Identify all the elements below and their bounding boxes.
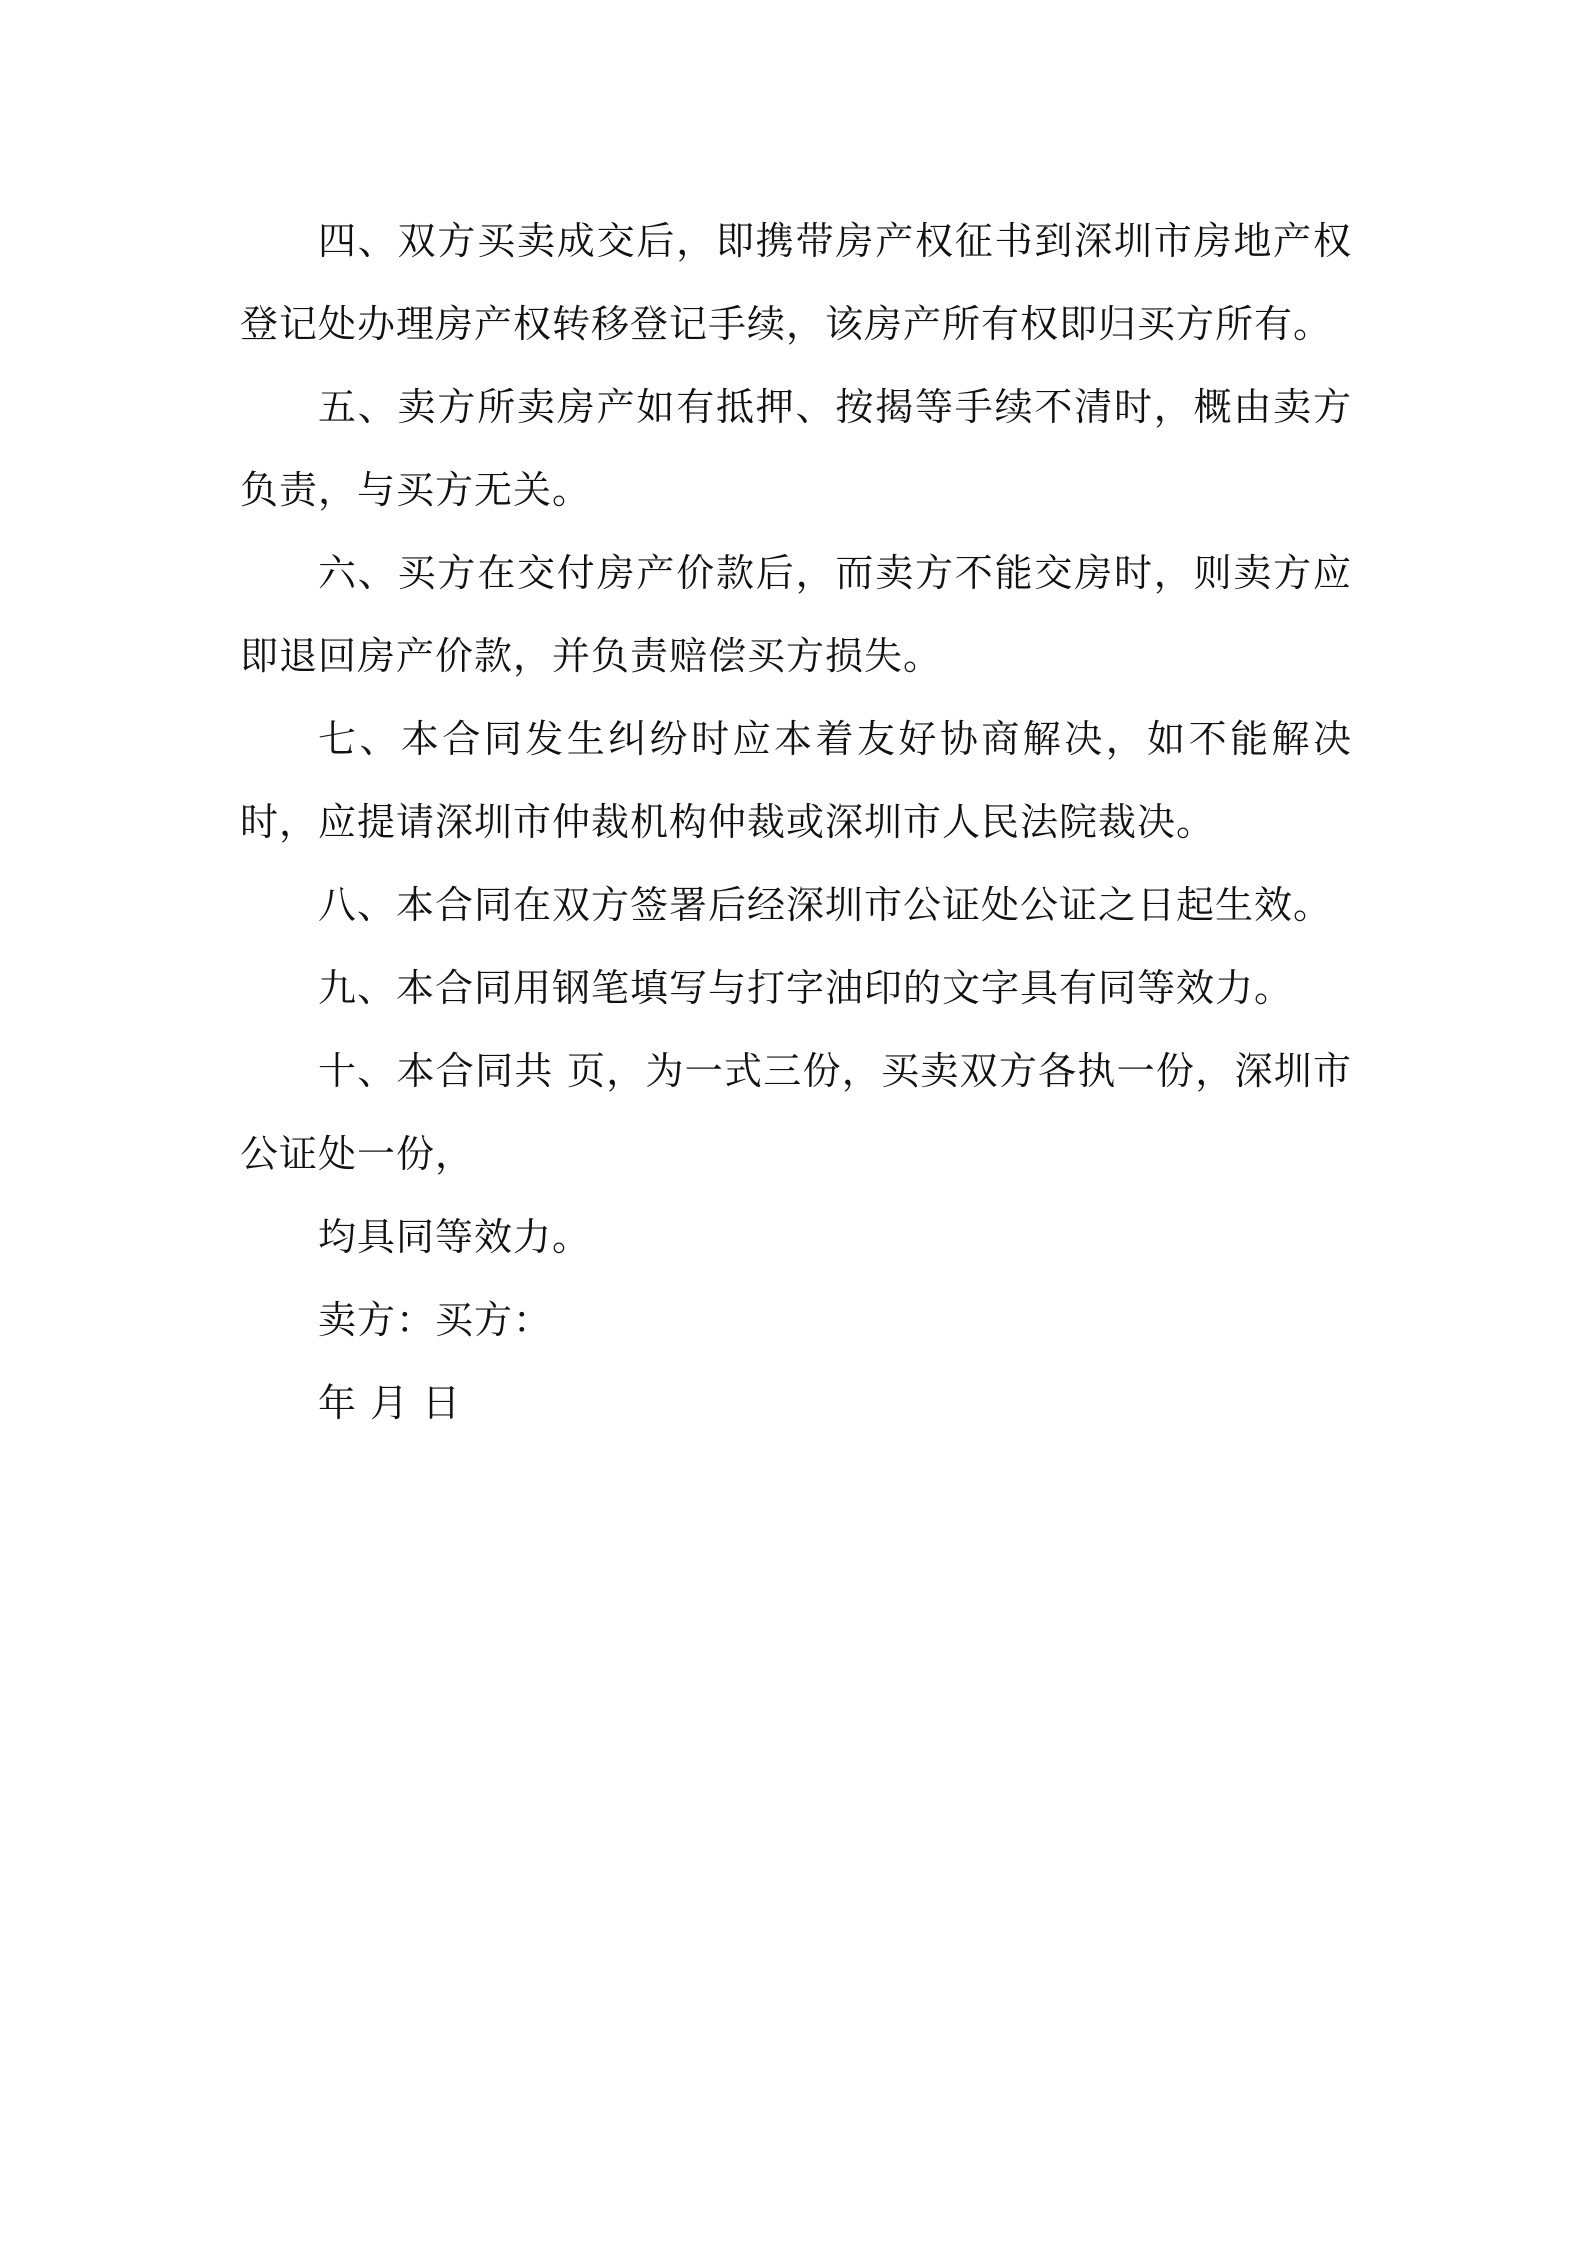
clause-10: 十、本合同共 页，为一式三份，买卖双方各执一份，深圳市公证处一份， xyxy=(240,1049,1352,1176)
clause-9: 九、本合同用钢笔填写与打字油印的文字具有同等效力。 xyxy=(318,966,1294,1010)
contract-body xyxy=(240,200,1352,1445)
clause-7: 七、本合同发生纠纷时应本着友好协商解决，如不能解决时，应提请深圳市仲裁机构仲裁或深圳市人民法院裁决。 xyxy=(240,717,1352,844)
clause-10-continuation: 均具同等效力。 xyxy=(318,1215,592,1259)
clause-5: 五、卖方所卖房产如有抵押、按揭等手续不清时，概由卖方负责，与买方无关。 xyxy=(240,385,1352,512)
clause-4: 四、双方买卖成交后，即携带房产权征书到深圳市房地产权登记处办理房产权转移登记手续，该房产所有权即归买方所有。 xyxy=(240,219,1352,346)
clause-8: 八、本合同在双方签署后经深圳市公证处公证之日起生效。 xyxy=(318,883,1333,927)
signature-line: 卖方：买方： xyxy=(318,1298,553,1342)
clause-6: 六、买方在交付房产价款后，而卖方不能交房时，则卖方应即退回房产价款，并负责赔偿买方损失。 xyxy=(240,551,1352,678)
date-line: 年 月 日 xyxy=(318,1381,462,1425)
